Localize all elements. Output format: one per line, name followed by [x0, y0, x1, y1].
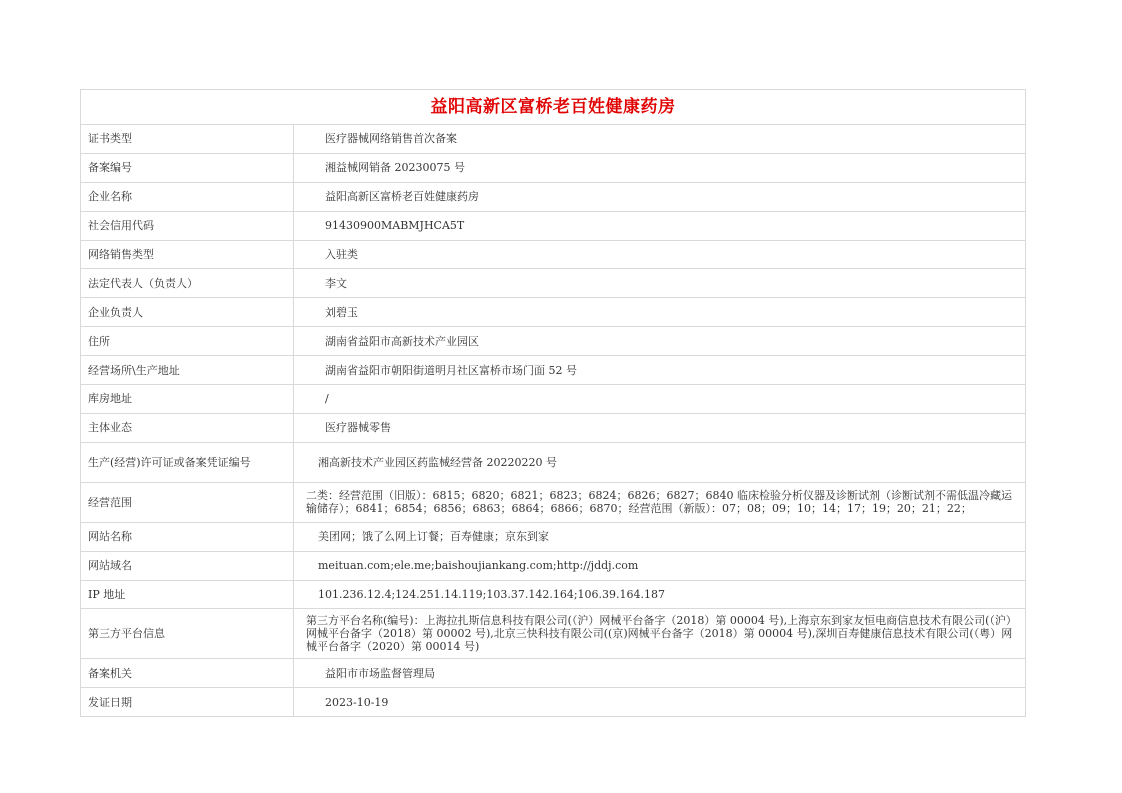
row-value: 医疗器械零售	[294, 413, 1026, 442]
row-label: 主体业态	[81, 413, 294, 442]
table-row	[81, 269, 1026, 298]
row-value: 2023-10-19	[294, 688, 1026, 717]
row-label: 网站域名	[81, 551, 294, 580]
table-row	[81, 153, 1026, 182]
row-label: 网络销售类型	[81, 240, 294, 269]
row-value: 益阳市市场监督管理局	[294, 659, 1026, 688]
table-row	[81, 182, 1026, 211]
row-value: 湖南省益阳市朝阳街道明月社区富桥市场门面 52 号	[294, 356, 1026, 385]
row-value: 益阳高新区富桥老百姓健康药房	[294, 182, 1026, 211]
table-row	[81, 240, 1026, 269]
row-value: 李文	[294, 269, 1026, 298]
row-label: 生产(经营)许可证或备案凭证编号	[81, 442, 294, 482]
document-title: 益阳高新区富桥老百姓健康药房	[81, 90, 1026, 125]
row-value: 入驻类	[294, 240, 1026, 269]
row-label: 备案编号	[81, 153, 294, 182]
table-row	[81, 385, 1026, 414]
table-row	[81, 327, 1026, 356]
table-row	[81, 580, 1026, 609]
row-value: /	[294, 385, 1026, 414]
row-label: 库房地址	[81, 385, 294, 414]
row-label: 备案机关	[81, 659, 294, 688]
table-row	[81, 551, 1026, 580]
row-value: 第三方平台名称(编号)：上海拉扎斯信息科技有限公司(（沪）网械平台备字（2018）第 00004 号),上海京东到家友恒电商信息技术有限公司(（沪）网械平台备字（2018）第 00002 号),北京三快科技有限公司((京)网械平台备字（2018）第 00004 号),深圳百寿健康信息技术有限公司(（粤）网械平台备字（2020）第 00014 号)	[294, 609, 1026, 659]
row-label: 住所	[81, 327, 294, 356]
row-value: 美团网；饿了么网上订餐；百寿健康；京东到家	[294, 522, 1026, 551]
row-value: meituan.com;ele.me;baishoujiankang.com;http://jddj.com	[294, 551, 1026, 580]
row-value: 刘碧玉	[294, 298, 1026, 327]
title-row	[81, 90, 1026, 125]
table-row	[81, 356, 1026, 385]
row-label: 经营场所\生产地址	[81, 356, 294, 385]
table-row	[81, 522, 1026, 551]
row-label: 企业负责人	[81, 298, 294, 327]
row-value: 101.236.12.4;124.251.14.119;103.37.142.164;106.39.164.187	[294, 580, 1026, 609]
row-value: 湘高新技术产业园区药监械经营备 20220220 号	[294, 442, 1026, 482]
table-row	[81, 688, 1026, 717]
row-value: 二类：经营范围（旧版）：6815；6820；6821；6823；6824；6826；6827；6840 临床检验分析仪器及诊断试剂（诊断试剂不需低温冷藏运输储存）；6841；6854；6856；6863；6864；6866；6870；经营范围（新版）：07；08；09；10；14；17；19；20；21；22；	[294, 482, 1026, 522]
row-label: 企业名称	[81, 182, 294, 211]
table-row	[81, 413, 1026, 442]
table-row	[81, 125, 1026, 154]
table-row	[81, 659, 1026, 688]
table-row	[81, 482, 1026, 522]
row-label: 社会信用代码	[81, 211, 294, 240]
row-label: 经营范围	[81, 482, 294, 522]
row-label: 发证日期	[81, 688, 294, 717]
row-value: 医疗器械网络销售首次备案	[294, 125, 1026, 154]
row-label: 法定代表人（负责人）	[81, 269, 294, 298]
row-label: 第三方平台信息	[81, 609, 294, 659]
row-label: 证书类型	[81, 125, 294, 154]
table-row	[81, 211, 1026, 240]
row-label: IP 地址	[81, 580, 294, 609]
row-value: 91430900MABMJHCA5T	[294, 211, 1026, 240]
table-row	[81, 442, 1026, 482]
table-row	[81, 298, 1026, 327]
certificate-table	[80, 89, 1026, 717]
row-value: 湘益械网销备 20230075 号	[294, 153, 1026, 182]
row-value: 湖南省益阳市高新技术产业园区	[294, 327, 1026, 356]
row-label: 网站名称	[81, 522, 294, 551]
table-row	[81, 609, 1026, 659]
